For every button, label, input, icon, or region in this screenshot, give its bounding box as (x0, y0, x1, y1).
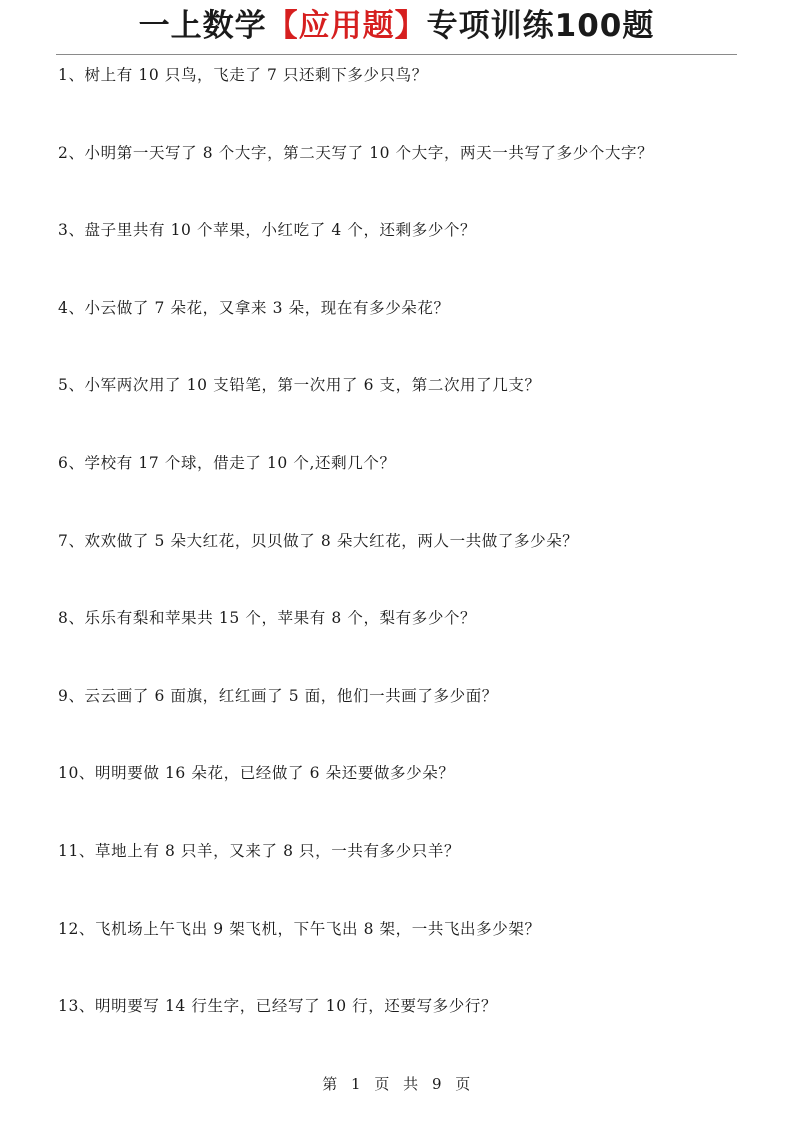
header-divider (56, 54, 737, 55)
page-footer (0, 1073, 793, 1094)
question-item: 4、小云做了 7 朵花，又拿来 3 朵，现在有多少朵花？ (58, 298, 450, 317)
question-item: 11、草地上有 8 只羊，又来了 8 只，一共有多少只羊？ (58, 841, 461, 860)
question-item: 10、明明要做 16 朵花，已经做了 6 朵还要做多少朵？ (58, 764, 455, 783)
footer-total-label: 共 (403, 1075, 419, 1093)
title-suffix: 专项训练100题 (426, 8, 655, 44)
title-prefix: 一上数学 (138, 8, 267, 44)
footer-total-unit: 页 (455, 1075, 471, 1093)
question-item: 9、云云画了 6 面旗，红红画了 5 面，他们一共画了多少面？ (58, 686, 498, 705)
question-list (58, 63, 748, 1072)
page-title (0, 4, 793, 48)
question-item: 12、飞机场上午飞出 9 架飞机，下午飞出 8 架，一共飞出多少架？ (58, 919, 541, 938)
footer-page-label: 第 (322, 1075, 338, 1093)
question-item: 2、小明第一天写了 8 个大字，第二天写了 10 个大字，两天一共写了多少个大字？ (58, 143, 654, 162)
question-item: 7、欢欢做了 5 朵大红花，贝贝做了 8 朵大红花，两人一共做了多少朵？ (58, 531, 579, 550)
question-item: 6、学校有 17 个球，借走了 10 个,还剩几个？ (58, 453, 396, 472)
footer-total-pages: 9 (431, 1075, 442, 1093)
title-highlight: 【应用题】 (266, 8, 427, 44)
question-item: 5、小军两次用了 10 支铅笔，第一次用了 6 支，第二次用了几支？ (58, 376, 541, 395)
question-item: 1、树上有 10 只鸟，飞走了 7 只还剩下多少只鸟？ (58, 66, 428, 84)
footer-page-unit: 页 (374, 1075, 390, 1093)
question-item: 8、乐乐有梨和苹果共 15 个，苹果有 8 个，梨有多少个？ (58, 609, 477, 628)
question-item: 3、盘子里共有 10 个苹果，小红吃了 4 个，还剩多少个？ (58, 221, 477, 240)
question-item: 13、明明要写 14 行生字，已经写了 10 行，还要写多少行？ (58, 997, 498, 1016)
footer-page-number: 1 (351, 1075, 362, 1093)
